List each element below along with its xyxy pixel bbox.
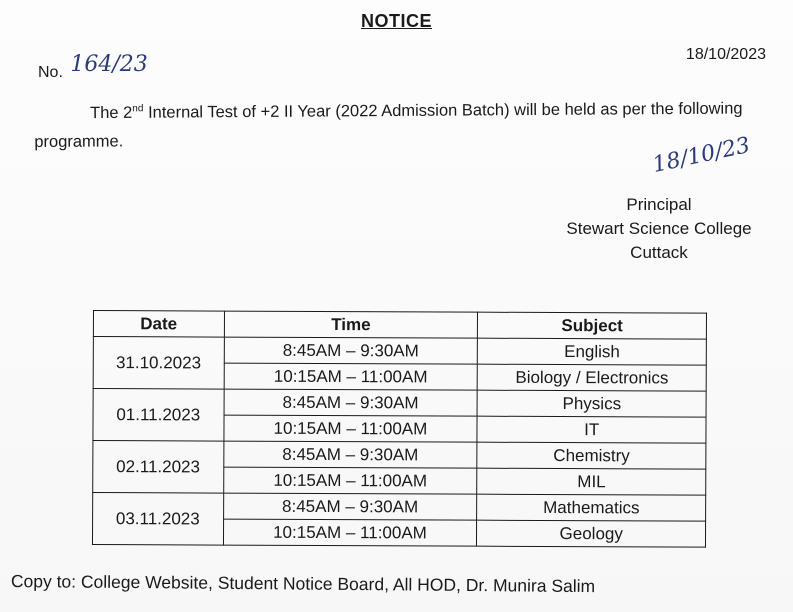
- notice-title: NOTICE: [360, 11, 432, 31]
- subject-cell: Geology: [477, 520, 706, 547]
- notice-number-label: No.: [38, 64, 63, 81]
- notice-date: 18/10/2023: [685, 46, 766, 63]
- subject-cell: MIL: [477, 468, 706, 495]
- header-time: Time: [224, 311, 478, 338]
- copy-to-line: Copy to: College Website, Student Notice Board, All HOD, Dr. Munira Salim: [10, 571, 596, 597]
- table-row: [93, 493, 706, 522]
- time-cell: 10:15AM – 11:00AM: [223, 467, 477, 494]
- exam-schedule-table: [92, 310, 707, 548]
- date-cell: 03.11.2023: [92, 493, 223, 546]
- subject-cell: English: [478, 338, 707, 365]
- subject-cell: Mathematics: [477, 494, 706, 521]
- date-cell: 02.11.2023: [93, 441, 224, 494]
- time-cell: 8:45AM – 9:30AM: [224, 389, 478, 416]
- time-cell: 10:15AM – 11:00AM: [223, 415, 477, 442]
- body-text-rest: Internal Test of +2 II Year (2022 Admission Batch) will be held as per the following programme.: [34, 99, 743, 151]
- time-cell: 10:15AM – 11:00AM: [224, 363, 478, 390]
- signoff-city: Cuttack: [630, 243, 688, 262]
- body-ordinal-suffix: nd: [132, 103, 144, 115]
- notice-body: [34, 91, 779, 156]
- header-subject: Subject: [478, 312, 707, 339]
- signoff-institution: Stewart Science College: [566, 219, 752, 238]
- time-cell: 8:45AM – 9:30AM: [223, 441, 477, 468]
- table-header-row: [93, 311, 706, 340]
- notice-number-handwritten: 164/23: [70, 52, 148, 77]
- header-date: Date: [93, 311, 224, 338]
- time-cell: 8:45AM – 9:30AM: [223, 493, 477, 520]
- date-cell: 31.10.2023: [93, 337, 224, 390]
- subject-cell: Biology / Electronics: [478, 364, 707, 391]
- table-row: [93, 337, 706, 366]
- subject-cell: Chemistry: [477, 442, 706, 469]
- notice-number: [38, 52, 148, 83]
- date-cell: 01.11.2023: [93, 389, 224, 442]
- subject-cell: Physics: [477, 390, 706, 417]
- signoff-block: [540, 193, 778, 265]
- signoff-designation: Principal: [626, 195, 692, 214]
- table-row: [93, 389, 706, 418]
- time-cell: 10:15AM – 11:00AM: [223, 519, 477, 546]
- table-row: [93, 441, 706, 470]
- time-cell: 8:45AM – 9:30AM: [224, 337, 478, 364]
- body-text-start: The 2: [90, 103, 133, 123]
- subject-cell: IT: [477, 416, 706, 443]
- principal-signature: 18/10/23: [650, 133, 753, 178]
